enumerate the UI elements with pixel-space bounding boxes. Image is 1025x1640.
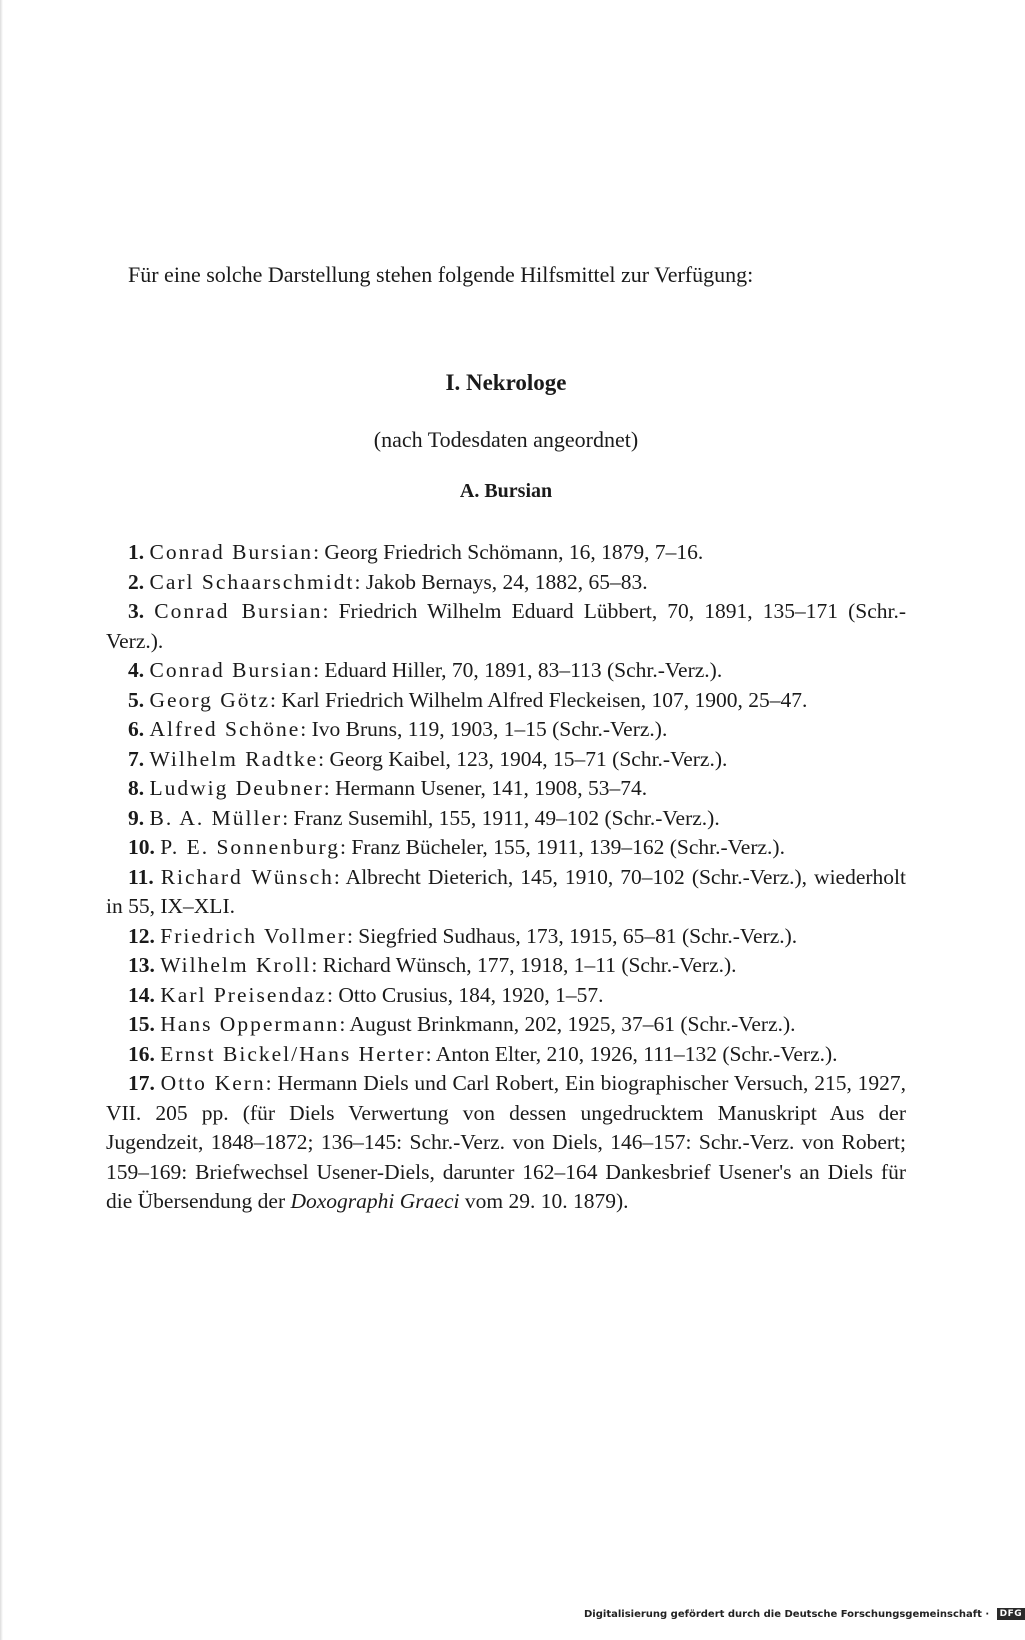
entry-author: Friedrich Vollmer: [160, 923, 347, 948]
entry-text: : August Brinkmann, 202, 1925, 37–61 (Schr.-Verz.).: [339, 1012, 796, 1036]
entry-number: 12.: [128, 923, 155, 948]
list-item: [106, 951, 906, 981]
digitization-footer: [584, 1608, 1025, 1620]
list-item: [106, 981, 906, 1011]
list-item: [106, 1069, 906, 1217]
entry-number: 4.: [128, 658, 145, 682]
entry-text: : Georg Friedrich Schömann, 16, 1879, 7–16.: [313, 540, 704, 564]
entry-text: : Richard Wünsch, 177, 1918, 1–11 (Schr.-Verz.).: [311, 953, 737, 977]
list-item: [106, 1040, 906, 1070]
entry-number: 1.: [128, 540, 145, 564]
entry-author: P. E. Sonnenburg: [160, 835, 340, 859]
entry-number: 13.: [128, 953, 155, 977]
entry-text: : Eduard Hiller, 70, 1891, 83–113 (Schr.-Verz.).: [313, 658, 723, 682]
entry-number: 7.: [128, 746, 145, 771]
list-item: [106, 804, 906, 834]
necrology-list: [106, 538, 906, 1217]
entry-text: : Otto Crusius, 184, 1920, 1–57.: [326, 982, 604, 1007]
entry-author: B. A. Müller: [149, 805, 283, 830]
intro-text: Für eine solche Darstellung stehen folgende Hilfsmittel zur Verfügung:: [128, 262, 754, 287]
list-item: [106, 922, 906, 952]
entry-author: Karl Preisendaz: [160, 982, 327, 1007]
entry-number: 10.: [128, 835, 155, 859]
entry-author: Conrad Bursian: [149, 540, 314, 564]
section-title: I. Nekrologe: [445, 370, 567, 395]
entry-text-end: vom 29. 10. 1879).: [459, 1189, 629, 1213]
entry-number: 16.: [128, 1041, 155, 1066]
list-item: [106, 745, 906, 775]
entry-title-italic: Doxographi Graeci: [290, 1189, 460, 1213]
entry-text: : Ivo Bruns, 119, 1903, 1–15 (Schr.-Verz.).: [300, 717, 668, 741]
entry-text: : Albrecht Dieterich, 145, 1910, 70–102 (Schr.-Verz.), wiederholt in 55, IX–XLI.: [106, 864, 906, 918]
entry-text: : Franz Bücheler, 155, 1911, 139–162 (Schr.-Verz.).: [339, 835, 785, 859]
entry-author: Conrad Bursian: [149, 658, 314, 682]
entry-number: 2.: [128, 569, 145, 594]
entry-author: Hans Oppermann: [160, 1012, 340, 1036]
entry-author: Ernst Bickel/Hans Herter: [160, 1041, 426, 1066]
entry-author: Conrad Bursian: [154, 599, 323, 623]
footer-text: Digitalisierung gefördert durch die Deutsche Forschungsgemeinschaft ·: [584, 1609, 990, 1620]
entry-author: Wilhelm Radtke: [149, 746, 319, 771]
entry-number: 17.: [128, 1071, 155, 1095]
list-item: [106, 833, 906, 863]
subsection-title: A. Bursian: [459, 480, 553, 502]
list-item: [106, 1010, 906, 1040]
list-item: [106, 715, 906, 745]
dfg-logo: DFG: [997, 1608, 1025, 1620]
entry-number: 8.: [128, 776, 145, 800]
entry-author: Wilhelm Kroll: [160, 953, 312, 977]
entry-text: : Franz Susemihl, 155, 1911, 49–102 (Schr.-Verz.).: [282, 805, 720, 830]
entry-text: : Hermann Usener, 141, 1908, 53–74.: [323, 776, 648, 800]
entry-text: : Anton Elter, 210, 1926, 111–132 (Schr.-Verz.).: [425, 1041, 838, 1066]
list-item: [106, 774, 906, 804]
section-subtitle: (nach Todesdaten angeordnet): [373, 427, 639, 452]
entry-author: Alfred Schöne: [149, 717, 301, 741]
list-item: [106, 597, 906, 656]
entry-text: : Georg Kaibel, 123, 1904, 15–71 (Schr.-Verz.).: [318, 746, 728, 771]
entry-author: Ludwig Deubner: [149, 776, 324, 800]
entry-author: Georg Götz: [149, 687, 271, 712]
list-item: [106, 538, 906, 568]
entry-author: Otto Kern: [160, 1071, 266, 1095]
entry-number: 3.: [128, 599, 145, 623]
entry-number: 5.: [128, 687, 145, 712]
entry-number: 14.: [128, 982, 155, 1007]
entry-number: 15.: [128, 1012, 155, 1036]
list-item: [106, 863, 906, 922]
entry-author: Richard Wünsch: [160, 864, 334, 889]
entry-text: : Friedrich Wilhelm Eduard Lübbert, 70, 1891, 135–171 (Schr.-Verz.).: [106, 599, 907, 653]
entry-text: : Jakob Bernays, 24, 1882, 65–83.: [354, 569, 648, 594]
entry-text: : Hermann Diels und Carl Robert, Ein biographischer Versuch, 215, 1927, VII. 205 pp. (für Diels Verwertung von dessen ungedrucktem Manuskript Aus der Jugendzeit, 1848–1872; 136–145: Schr.-Verz. von Diels, 146–157: Schr.-Verz. von Robert; 159–169: Briefwechsel Usener-Diels, darunter 162–164 Dankesbrief Usener's an Diels für die Übersendung der: [106, 1071, 906, 1213]
list-item: [106, 686, 906, 716]
entry-text: : Siegfried Sudhaus, 173, 1915, 65–81 (Schr.-Verz.).: [346, 923, 798, 948]
list-item: [106, 656, 906, 686]
scan-edge: [0, 0, 3, 1640]
list-item: [106, 568, 906, 598]
entry-text: : Karl Friedrich Wilhelm Alfred Fleckeisen, 107, 1900, 25–47.: [270, 687, 808, 712]
entry-number: 9.: [128, 805, 145, 830]
entry-number: 6.: [128, 717, 145, 741]
entry-number: 11.: [128, 864, 154, 889]
entry-author: Carl Schaarschmidt: [149, 569, 355, 594]
